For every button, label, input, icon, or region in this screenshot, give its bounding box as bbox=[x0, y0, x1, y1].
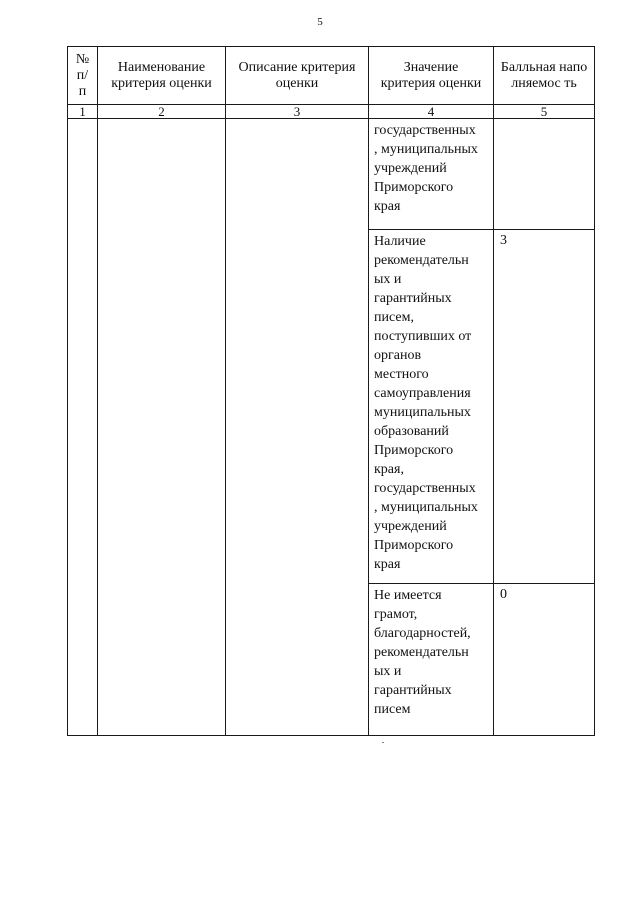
header-row bbox=[68, 47, 595, 105]
criteria-table-wrapper bbox=[67, 46, 594, 735]
criterion-description-cell bbox=[226, 119, 369, 736]
column-number-cell: 3 bbox=[226, 105, 369, 119]
criterion-value-cell: Наличие рекомендательн ых и гарантийных писем, поступивших от органов местного самоуправления муниципальных образований Приморского края, государственных , муниципальных учреждений Приморского края bbox=[369, 230, 494, 584]
column-number-cell: 4 bbox=[369, 105, 494, 119]
header-criterion-description: Описание критерия оценки bbox=[226, 47, 369, 105]
criterion-name-cell bbox=[98, 119, 226, 736]
criterion-value-cell: государственных , муниципальных учреждений Приморского края bbox=[369, 119, 494, 230]
table-row bbox=[68, 119, 595, 230]
score-cell: 3 bbox=[494, 230, 595, 584]
criterion-value-cell: Не имеется грамот, благодарностей, рекомендательн ых и гарантийных писем bbox=[369, 584, 494, 736]
scan-artifact bbox=[382, 742, 384, 743]
header-item-number: № п/ п bbox=[68, 47, 98, 105]
page-number: 5 bbox=[317, 16, 323, 28]
header-criterion-value: Значение критерия оценки bbox=[369, 47, 494, 105]
score-cell: 0 bbox=[494, 584, 595, 736]
header-criterion-name: Наименование критерия оценки bbox=[98, 47, 226, 105]
header-score: Балльная наполняемос ть bbox=[494, 47, 595, 105]
score-cell bbox=[494, 119, 595, 230]
item-number-cell bbox=[68, 119, 98, 736]
criteria-table bbox=[67, 46, 595, 736]
column-number-cell: 2 bbox=[98, 105, 226, 119]
column-number-cell: 1 bbox=[68, 105, 98, 119]
column-number-row bbox=[68, 105, 595, 119]
column-number-cell: 5 bbox=[494, 105, 595, 119]
